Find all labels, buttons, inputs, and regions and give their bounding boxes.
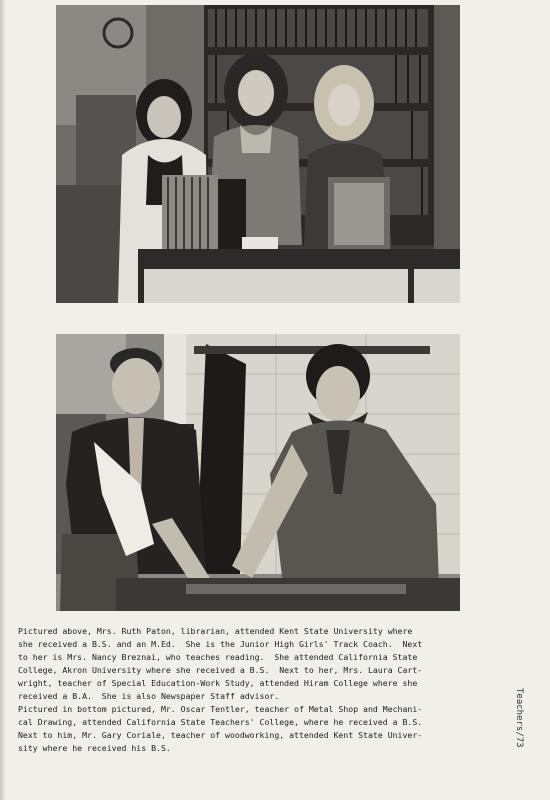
caption-line: to her is Mrs. Nancy Breznai, who teaches reading. She attended California State	[18, 652, 418, 662]
caption-line: Next to him, Mr. Gary Coriale, teacher of woodworking, attended Kent State Univer-	[18, 730, 423, 740]
caption-line: she received a B.S. and an M.Ed. She is the Junior High Girls' Track Coach. Next	[18, 639, 423, 649]
photo-shop-teachers-image	[56, 334, 460, 611]
caption-line: received a B.A. She is also Newspaper Staff advisor.	[18, 691, 280, 701]
caption-line: wright, teacher of Special Education-Work Study, attended Hiram College where she	[18, 678, 418, 688]
caption-line: College, Akron University where she received a B.S. Next to her, Mrs. Laura Cart-	[18, 665, 423, 675]
caption-line: Pictured in bottom pictured, Mr. Oscar Tentler, teacher of Metal Shop and Mechani-	[18, 704, 423, 714]
caption-text	[18, 625, 513, 755]
photo-librarians-image	[56, 5, 460, 303]
caption-line: Pictured above, Mrs. Ruth Paton, librarian, attended Kent State University where	[18, 626, 413, 636]
caption-line: cal Drawing, attended California State Teachers' College, where he received a B.S.	[18, 717, 423, 727]
page-folio: Teachers/73	[514, 688, 524, 748]
photo-librarians	[56, 5, 460, 303]
caption-line: sity where he received his B.S.	[18, 743, 171, 753]
photo-shop-teachers	[56, 334, 460, 611]
page-edge-shadow	[0, 0, 6, 800]
